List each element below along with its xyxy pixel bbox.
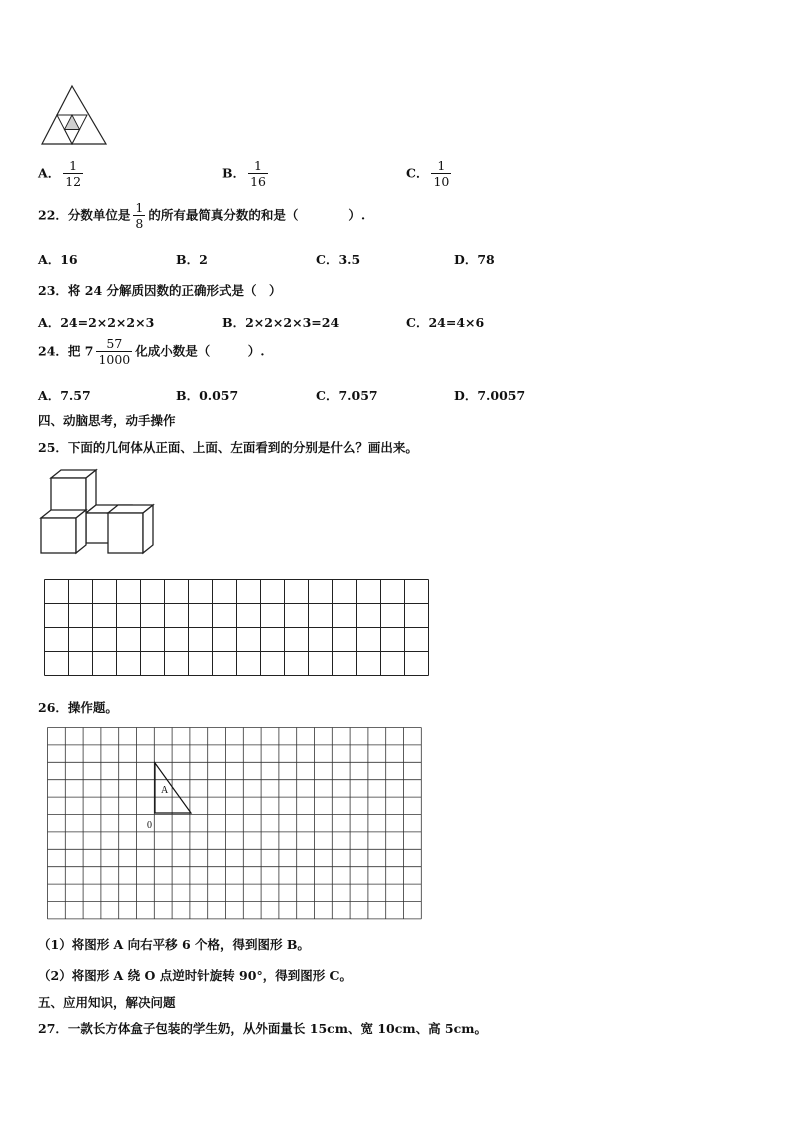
q22-fraction bbox=[133, 202, 145, 230]
q23-option-b[interactable]: B．2×2×2×3=24 bbox=[222, 315, 340, 330]
q21-option-a-fraction bbox=[63, 160, 83, 188]
q23-option-a[interactable]: A．24=2×2×2×3 bbox=[38, 315, 155, 330]
q24-option-a[interactable]: A．7.57 bbox=[38, 388, 91, 403]
q21-option-a[interactable] bbox=[38, 160, 86, 188]
denominator: 12 bbox=[65, 173, 82, 189]
q22-prefix: 22．分数单位是 bbox=[38, 207, 131, 223]
q26-subquestion-1: （1）将图形 A 向右平移 6 个格，得到图形 B。 bbox=[38, 937, 310, 952]
section-five-heading: 五、应用知识，解决问题 bbox=[38, 995, 176, 1010]
numerator: 1 bbox=[437, 158, 446, 173]
q24-option-b[interactable]: B．0.057 bbox=[176, 388, 239, 403]
numerator: 1 bbox=[254, 158, 262, 173]
q24-question bbox=[38, 338, 265, 366]
q24-option-d[interactable]: D．7.0057 bbox=[454, 388, 526, 403]
q22-suffix: 的所有最简真分数的和是（ ）. bbox=[148, 207, 366, 223]
q22-option-b[interactable]: B．2 bbox=[176, 252, 208, 267]
q22-option-c[interactable]: C．3.5 bbox=[316, 252, 361, 267]
section-four-heading: 四、动脑思考，动手操作 bbox=[38, 413, 176, 428]
q21-option-b-label: B． bbox=[222, 165, 246, 181]
q24-suffix: 化成小数是（ ）. bbox=[135, 343, 265, 359]
q21-option-c[interactable] bbox=[406, 160, 454, 188]
q25-question: 25．下面的几何体从正面、上面、左面看到的分别是什么？画出来。 bbox=[38, 440, 418, 455]
q24-fraction bbox=[96, 338, 132, 366]
q21-option-b[interactable] bbox=[222, 160, 271, 188]
q21-option-b-fraction bbox=[248, 160, 268, 188]
q26-operation-grid[interactable] bbox=[47, 727, 423, 919]
point-o-label: 0 bbox=[147, 820, 152, 831]
denominator: 10 bbox=[433, 173, 450, 189]
figure-a-label: A bbox=[161, 785, 169, 796]
q22-option-d[interactable]: D．78 bbox=[454, 252, 495, 267]
q22-question bbox=[38, 202, 365, 230]
numerator: 1 bbox=[135, 200, 144, 215]
cube-stack-figure bbox=[38, 468, 168, 558]
q26-subquestion-2: （2）将图形 A 绕 O 点逆时针旋转 90°，得到图形 C。 bbox=[38, 968, 352, 983]
numerator: 1 bbox=[69, 158, 78, 173]
q23-question: 23．将 24 分解质因数的正确形式是（ ） bbox=[38, 283, 282, 298]
q27-question: 27．一款长方体盒子包装的学生奶，从外面量长 15cm、宽 10cm、高 5cm。 bbox=[38, 1021, 487, 1036]
q24-prefix: 24．把 7 bbox=[38, 343, 94, 359]
q26-question: 26．操作题。 bbox=[38, 700, 118, 715]
nested-triangle-figure bbox=[38, 84, 110, 146]
denominator: 8 bbox=[135, 215, 144, 231]
numerator: 57 bbox=[106, 336, 123, 351]
q25-drawing-grid[interactable] bbox=[44, 579, 430, 675]
q21-option-c-fraction bbox=[431, 160, 451, 188]
q24-option-c[interactable]: C．7.057 bbox=[316, 388, 378, 403]
q22-option-a[interactable]: A．16 bbox=[38, 252, 78, 267]
denominator: 1000 bbox=[98, 351, 131, 367]
q21-option-a-label: A． bbox=[38, 165, 61, 181]
denominator: 16 bbox=[250, 173, 266, 189]
q21-option-c-label: C． bbox=[406, 165, 429, 181]
q23-option-c[interactable]: C．24=4×6 bbox=[406, 315, 485, 330]
